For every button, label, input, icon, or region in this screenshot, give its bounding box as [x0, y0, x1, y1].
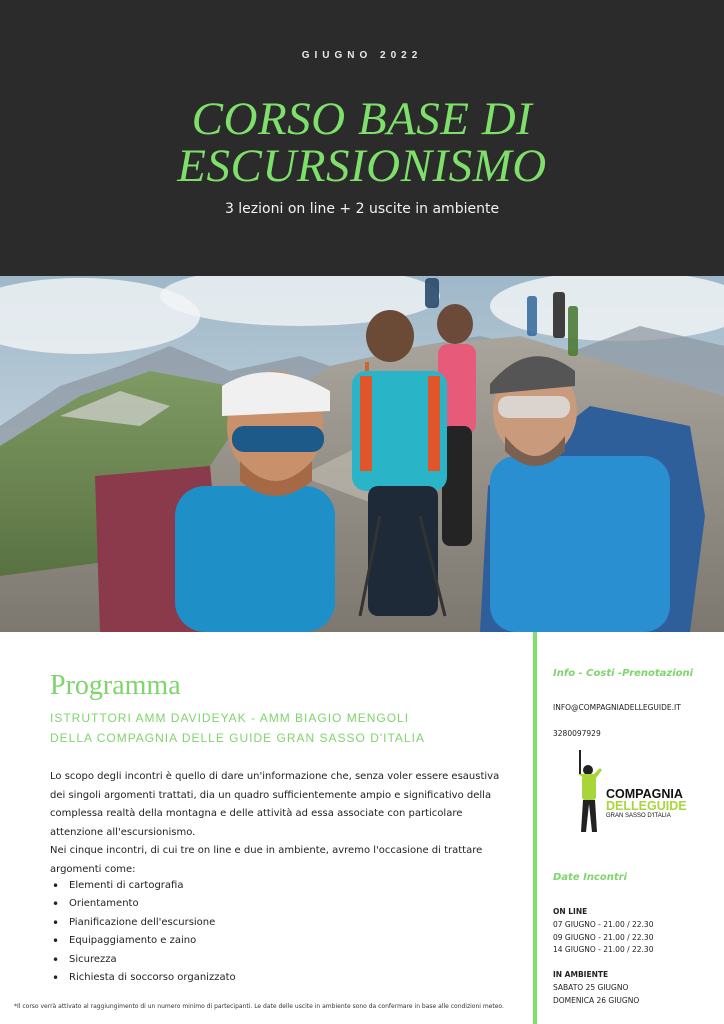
- instructors-line-2: DELLA COMPAGNIA DELLE GUIDE GRAN SASSO D'ITALIA: [50, 731, 425, 745]
- description-line: Lo scopo degli incontri è quello di dare un'informazione che, senza voler essere esaustiva: [50, 771, 500, 782]
- contact-email[interactable]: INFO@COMPAGNIADELLEGUIDE.IT: [553, 703, 681, 712]
- description-line: attenzione all'escursionismo.: [50, 826, 196, 838]
- course-subtitle: 3 lezioni on line + 2 uscite in ambiente: [224, 201, 500, 217]
- info-heading: Info - Costi -Prenotazioni: [553, 668, 694, 679]
- field-date: DOMENICA 26 GIUGNO: [553, 995, 640, 1005]
- topic-item: • Equipaggiamento e zaino: [50, 932, 236, 950]
- column-divider: [533, 632, 537, 1024]
- online-date: 07 GIUGNO - 21.00 / 22.30: [553, 919, 654, 929]
- description-line: dei singoli argomenti trattati, dia un quadro sufficientemente ampio e significativo della: [50, 789, 492, 801]
- topic-item: • Orientamento: [50, 895, 236, 913]
- topic-item: • Elementi di cartografia: [50, 877, 236, 895]
- course-date: GIUGNO 2022: [301, 50, 423, 61]
- logo-text-company: COMPAGNIA: [606, 787, 683, 801]
- instructors: [50, 708, 425, 748]
- footnote: *Il corso verrà attivato al raggiungimento di un numero minimo di partecipanti. Le date delle uscite in ambiente sono da confermare in base alle condizioni meteo.: [14, 1003, 504, 1010]
- online-date: 14 GIUGNO - 21.00 / 22.30: [553, 945, 654, 955]
- hikers-photo: [0, 276, 724, 632]
- field-dates: [553, 969, 639, 1007]
- description-line: argomenti come:: [50, 863, 136, 875]
- topic-item: • Sicurezza: [50, 951, 236, 969]
- header-banner: [0, 0, 724, 276]
- logo-text-delleguide: DELLEGUIDE: [606, 799, 687, 813]
- program-heading: Programma: [50, 670, 181, 701]
- logo-text-gransasso: GRAN SASSO D'ITALIA: [606, 813, 671, 819]
- program-description: [50, 768, 510, 879]
- instructors-line-1: ISTRUTTORI AMM DAVIDEYAK - AMM BIAGIO MENGOLI: [50, 711, 410, 725]
- topic-item: • Richiesta di soccorso organizzato: [50, 969, 236, 987]
- hikers-photo-illustration: [0, 276, 724, 632]
- field-label: IN AMBIENTE: [553, 970, 609, 979]
- topics-list: [50, 877, 236, 987]
- climber-icon: [574, 748, 606, 838]
- field-date: SABATO 25 GIUGNO: [553, 982, 629, 992]
- topic-item: • Pianificazione dell'escursione: [50, 914, 236, 932]
- description-line: complessa realtà della montagna e delle attività ad essa associate con particolare: [50, 808, 463, 819]
- contact-phone[interactable]: 3280097929: [553, 729, 601, 738]
- course-title-line-1: CORSO BASE DI: [191, 93, 533, 145]
- online-date: 09 GIUGNO - 21.00 / 22.30: [553, 932, 654, 942]
- description-line: Nei cinque incontri, di cui tre on line e due in ambiente, avremo l'occasione di trattare: [50, 845, 483, 856]
- course-title: [0, 93, 724, 192]
- course-title-line-2: ESCURSIONISMO: [177, 140, 547, 192]
- online-label: ON LINE: [553, 907, 588, 916]
- dates-heading: Date Incontri: [553, 872, 627, 883]
- online-dates: [553, 906, 653, 957]
- company-logo: [574, 748, 687, 838]
